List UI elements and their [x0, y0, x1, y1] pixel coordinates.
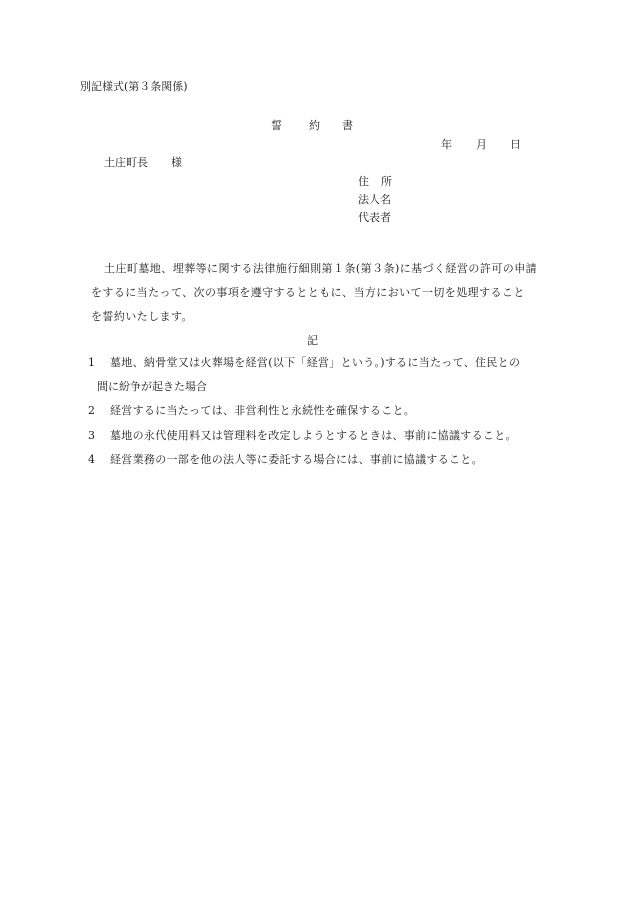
title-char-2: 約 — [309, 119, 320, 132]
item-number: 1 — [88, 356, 95, 369]
date-month: 月 — [476, 138, 487, 151]
item-number: 3 — [88, 429, 95, 442]
date-year: 年 — [441, 138, 452, 151]
addressee-honorific: 様 — [171, 156, 182, 169]
body-line-2: をするに当たって、次の事項を遵守するとともに、当方において一切を処理すること — [91, 286, 525, 299]
addressee-name: 土庄町長 — [104, 156, 148, 169]
item-text-line-1: 墓地の永代使用料又は管理料を改定しようとするときは、事前に協議すること。 — [110, 429, 517, 442]
item-text-line-1: 墓地、納骨堂又は火葬場を経営(以下「経営」という。)するに当たって、住民との — [110, 356, 521, 369]
applicant-address-label-b: 所 — [381, 175, 392, 188]
item-text-line-1: 経営するに当たっては、非営利性と永続性を確保すること。 — [110, 404, 416, 417]
applicant-address-label-a: 住 — [358, 175, 369, 188]
item-text-line-2: 間に紛争が起きた場合 — [97, 380, 207, 393]
date-day: 日 — [510, 138, 521, 151]
applicant-representative-label: 代表者 — [358, 211, 391, 224]
body-line-3: を誓約いたします。 — [91, 310, 193, 323]
title-char-3: 書 — [342, 119, 353, 132]
ki-heading: 記 — [307, 334, 318, 347]
title-char-1: 誓 — [271, 119, 282, 132]
applicant-corp-name-label: 法人名 — [358, 193, 391, 206]
item-number: 4 — [88, 453, 95, 466]
item-number: 2 — [88, 404, 95, 417]
form-label: 別記様式(第３条関係) — [80, 80, 188, 93]
body-line-1: 土庄町墓地、埋葬等に関する法律施行細則第１条(第３条)に基づく経営の許可の申請 — [104, 262, 538, 275]
item-text-line-1: 経営業務の一部を他の法人等に委託する場合には、事前に協議すること。 — [110, 453, 483, 466]
